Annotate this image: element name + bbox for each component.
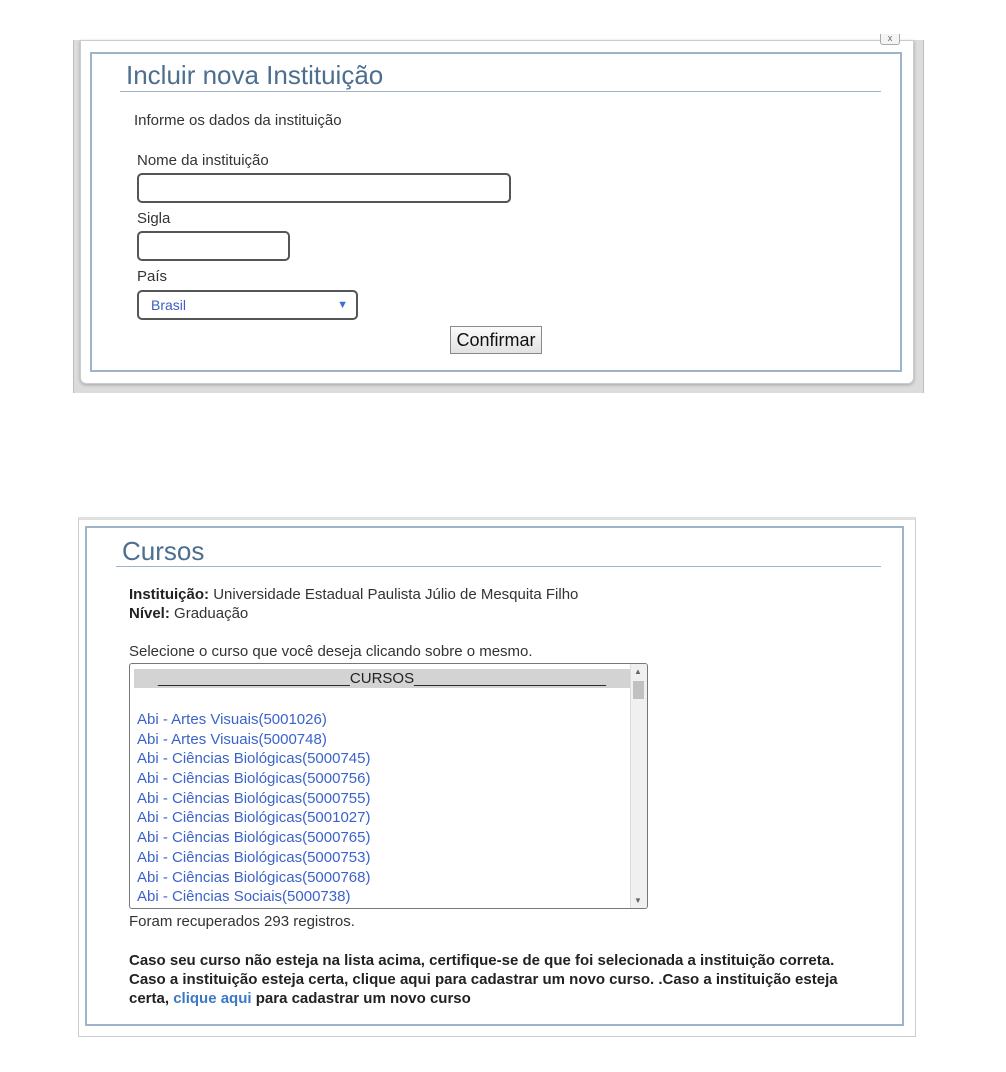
scroll-thumb[interactable] (633, 681, 644, 699)
course-list (137, 710, 370, 907)
title-divider (116, 566, 881, 567)
institution-info-value: Universidade Estadual Paulista Júlio de Mesquita Filho (213, 586, 579, 603)
level-info-label: Nível: (129, 605, 170, 622)
level-info-value: Graduação (174, 605, 249, 622)
institution-name-label: Nome da instituição (137, 152, 269, 169)
course-item[interactable]: Abi - Ciências Biológicas(5000745) (137, 750, 371, 768)
scroll-up-icon[interactable]: ▲ (634, 667, 642, 676)
country-select[interactable] (137, 290, 358, 320)
country-label: País (137, 268, 168, 285)
form-intro: Informe os dados da instituição (134, 112, 342, 129)
select-hint: Selecione o curso que você deseja clicando sobre o mesmo. (129, 643, 533, 660)
notice-text: Caso seu curso não esteja na lista acima, certifique-se de que foi selecionada a instituição correta. Caso a instituição esteja certa, clique aqui para cadastrar um novo curso. .Caso a instituição esteja certa, (129, 952, 838, 1007)
dialog-frame (90, 52, 902, 372)
acronym-label: Sigla (137, 210, 171, 227)
course-item[interactable]: Abi - Ciências Biológicas(5000768) (137, 868, 371, 886)
dialog-title: Incluir nova Instituição (126, 60, 384, 90)
institution-name-input[interactable] (137, 173, 511, 203)
course-item[interactable]: Abi - Ciências Biológicas(5000753) (137, 848, 371, 866)
dialog-title: Cursos (122, 536, 205, 566)
listbox-scrollbar[interactable] (630, 664, 647, 908)
notice-tail: para cadastrar um novo curso (255, 990, 471, 1007)
list-header: _______________________CURSOS_______________________ (134, 669, 630, 688)
course-item[interactable]: Abi - Ciências Biológicas(5000756) (137, 770, 371, 788)
acronym-input[interactable] (137, 231, 290, 261)
course-item[interactable]: Abi - Ciências Biológicas(5000765) (137, 829, 371, 847)
institution-info-label: Instituição: (129, 586, 210, 603)
missing-course-notice (129, 951, 859, 1008)
course-item[interactable]: Abi - Artes Visuais(5000748) (137, 730, 327, 748)
course-item[interactable]: Abi - Ciências Sociais(5000738) (137, 888, 351, 906)
institution-info (129, 586, 578, 603)
confirm-button[interactable]: Confirmar (450, 326, 542, 354)
course-item[interactable]: Abi - Ciências Biológicas(5000755) (137, 789, 371, 807)
level-info (129, 605, 248, 622)
dropdown-arrow-icon: ▼ (337, 299, 348, 311)
course-item[interactable]: Abi - Ciências Biológicas(5001027) (137, 809, 371, 827)
register-course-link[interactable]: clique aqui (173, 990, 252, 1007)
courses-listbox[interactable] (129, 663, 648, 909)
country-select-value: Brasil (151, 297, 187, 313)
course-item[interactable]: Abi - Artes Visuais(5001026) (137, 711, 327, 728)
scroll-down-icon[interactable]: ▼ (634, 896, 642, 905)
record-count: Foram recuperados 293 registros. (129, 913, 355, 930)
close-icon[interactable]: x (880, 34, 900, 45)
title-divider (120, 91, 881, 92)
